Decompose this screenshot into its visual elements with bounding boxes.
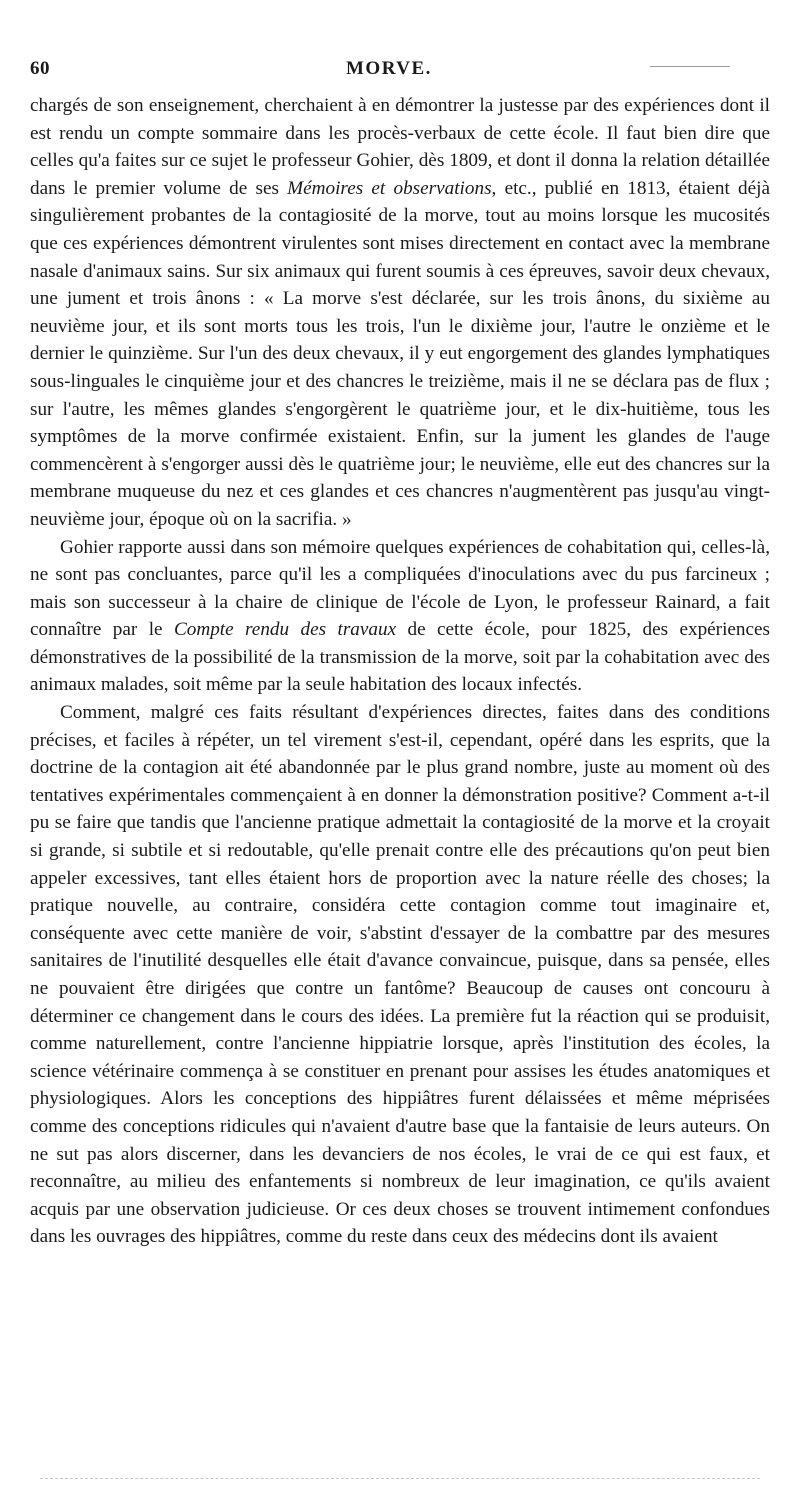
p2-text-a: Gohier rapporte aussi dans son mémoire quelques expériences de cohabitation qui, celles-là, ne sont pas concluantes, parce qu'il les a compliquées d'inoculations avec du pus farcineux ; mais son successeur à la chaire de clinique de l'école de Lyon, le professeur Rainard, a fait connaître par le xyxy=(30,536,770,641)
paragraph-gohier-cohabitation xyxy=(30,534,770,700)
running-title: MORVE. xyxy=(346,58,432,79)
p1-title-memoires: Mémoires et observations xyxy=(287,177,492,199)
p2-title-compte-rendu: Compte rendu des travaux xyxy=(173,619,397,641)
page-number: 60 xyxy=(30,58,50,79)
book-page xyxy=(30,58,770,1251)
running-head xyxy=(30,58,770,86)
p2-text-b: de cette école, pour 1825, des expériences démonstratives de la possibilité de la transmission de la morve, soit par la cohabitation avec des animaux malades, soit même par la seule habitation des locaux infectés. xyxy=(30,619,771,696)
p3-text: Comment, malgré ces faits résultant d'expériences directes, faites dans des conditions précises, et faciles à répéter, un tel virement s'est-il, cependant, opéré dans les esprits, que la doctrine de la contagion ait été abandonnée par le plus grand nombre, juste au moment où des tentatives expérimentales commençaient à en donner la démonstration positive? Comment a-t-il pu se faire que tandis que l'ancienne pratique admettait la contagiosité de la morve et la croyait si grande, si subtile et si redoutable, qu'elle prenait contre elle des précautions qu'on peut bien appeler excessives, tant elles étaient hors de proportion avec la nature réelle des choses; la pratique nouvelle, au contraire, considéra cette contagion comme tout imaginaire et, conséquente avec cette manière de voir, s'abstint d'essayer de la combattre par des mesures sanitaires de l'inutilité desquelles elle était d'avance convaincue, puisque, dans sa pensée, elles ne pouvaient être dirigées que contre un fantôme? Beaucoup de causes ont concouru à déterminer ce changement dans le cours des idées. La première fut la réaction qui se produisit, comme naturellement, contre l'ancienne hippiatrie lorsque, après l'institution des écoles, la science vétérinaire commença à se constituer en prenant pour assises les études anatomiques et physiologiques. Alors les conceptions des hippiâtres furent délaissées et même méprisées comme des conceptions ridicules qui n'avaient d'autre base que la fantaisie de leurs auteurs. On ne sut pas alors discerner, dans les devanciers de nos écoles, le vrai de ce qui est faux, et reconnaître, au milieu des enfantements si nombreux de leur imagination, ce qu'ils avaient acquis par une observation judicieuse. Or ces deux choses se trouvent intimement confondues dans les ouvrages des hippiâtres, comme du reste dans ceux des médecins dont ils avaient xyxy=(30,702,770,1248)
p1-text-a: chargés de son enseignement, cherchaient à en démontrer la justesse par des expériences dont il est rendu un compte sommaire dans les procès-verbaux de cette école. Il faut bien dire que celles qu'a faites sur ce sujet le professeur Gohier, dès 1809, et dont il donna la relation détaillée dans le premier volume de ses xyxy=(30,95,770,199)
p1-text-b: , etc., publié en 1813, étaient déjà singulièrement probantes de la contagiosité de la morve, tout au moins lorsque les mucosités que ces expériences démontrent virulentes sont mises directement en contact avec la membrane nasale d'animaux sains. Sur six animaux qui furent soumis à ces épreuves, savoir deux chevaux, une jument et trois ânons : « La morve s'est déclarée, sur les trois ânons, du sixième au neuvième jour, et ils sont morts tous les trois, l'un le dixième jour, l'autre le onzième et le dernier le quinzième. Sur l'un des deux chevaux, il y eut engorgement des glandes lymphatiques sous-linguales le cinquième jour et des chancres le treizième, mais il ne se déclara pas de flux ; sur l'autre, les mêmes glandes s'engorgèrent le quatrième jour, et le dix-huitième, tous les symptômes de la morve confirmée existaient. Enfin, sur la jument les glandes de l'auge commencèrent à s'engorger aussi dès le quatrième jour; le neuvième, elle eut des chancres sur la membrane muqueuse du nez et ces glandes et ces chancres n'augmentèrent pas jusqu'au vingt-neuvième jour, époque où on la sacrifia. » xyxy=(30,177,770,530)
paragraph-continued xyxy=(30,92,770,534)
header-rule xyxy=(650,66,730,67)
page-bottom-edge xyxy=(40,1478,760,1479)
paragraph-comment-malgre xyxy=(30,699,770,1251)
body-text xyxy=(30,92,770,1251)
